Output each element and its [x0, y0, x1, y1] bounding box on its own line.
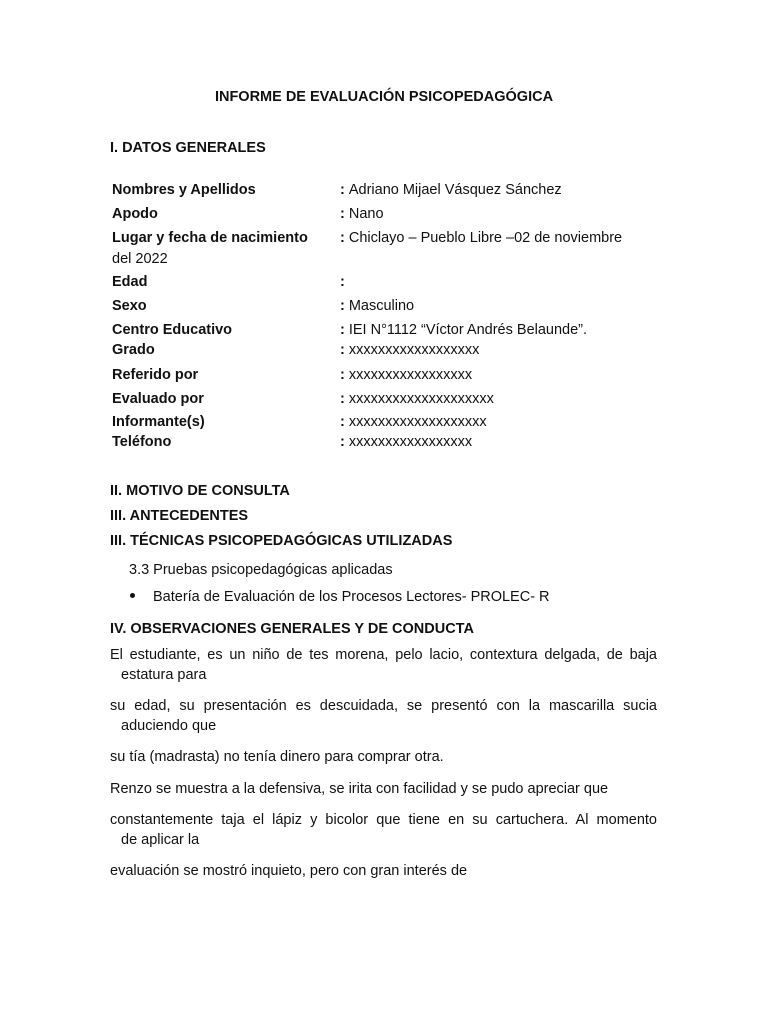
paragraph: su edad, su presentación es descuidada, se presentó con la mascarilla sucia aduciendo que [110, 698, 657, 734]
field-value: : Adriano Mijael Vásquez Sánchez [340, 182, 562, 198]
paragraph: evaluación se mostró inquieto, pero con gran interés de [110, 863, 468, 879]
subsection-title: 3.3 Pruebas psicopedagógicas aplicadas [129, 562, 393, 578]
field-label: Apodo [112, 206, 158, 222]
field-value: : xxxxxxxxxxxxxxxxxxxx [340, 391, 494, 407]
field-label: Lugar y fecha de nacimiento [112, 230, 308, 246]
section-heading-motivo: II. MOTIVO DE CONSULTA [110, 483, 290, 499]
section-heading-datos-generales: I. DATOS GENERALES [110, 140, 266, 156]
field-value: : Nano [340, 206, 384, 222]
field-value-continuation: del 2022 [112, 251, 168, 267]
field-value: : [340, 274, 345, 290]
field-label: Centro Educativo [112, 322, 233, 338]
field-value: : Masculino [340, 298, 415, 314]
field-label: Evaluado por [112, 391, 204, 407]
bullet-icon [130, 593, 135, 598]
field-label: Nombres y Apellidos [112, 182, 256, 198]
paragraph: constantemente taja el lápiz y bicolor que tiene en su cartuchera. Al momento de aplicar la [110, 812, 657, 848]
section-heading-antecedentes: III. ANTECEDENTES [110, 508, 249, 524]
field-value: : xxxxxxxxxxxxxxxxx [340, 434, 473, 450]
section-heading-observaciones: IV. OBSERVACIONES GENERALES Y DE CONDUCTA [110, 621, 474, 637]
paragraph: Renzo se muestra a la defensiva, se irita con facilidad y se pudo apreciar que [110, 781, 609, 797]
field-value: : xxxxxxxxxxxxxxxxx [340, 367, 473, 383]
list-item [130, 589, 550, 605]
section-heading-tecnicas: III. TÉCNICAS PSICOPEDAGÓGICAS UTILIZADAS [110, 533, 453, 549]
document-title: INFORME DE EVALUACIÓN PSICOPEDAGÓGICA [214, 89, 554, 105]
paragraph: su tía (madrasta) no tenía dinero para comprar otra. [110, 749, 444, 765]
field-label: Grado [112, 342, 155, 358]
field-label: Informante(s) [112, 414, 205, 430]
field-value: : Chiclayo – Pueblo Libre –02 de noviembre [340, 230, 623, 246]
field-label: Teléfono [112, 434, 172, 450]
field-value: : IEI N°1112 “Víctor Andrés Belaunde”. [340, 322, 588, 338]
field-label: Referido por [112, 367, 199, 383]
field-value: : xxxxxxxxxxxxxxxxxxx [340, 414, 487, 430]
list-item-text: Batería de Evaluación de los Procesos Lectores- PROLEC- R [153, 589, 550, 605]
field-label: Edad [112, 274, 148, 290]
field-label: Sexo [112, 298, 147, 314]
paragraph: El estudiante, es un niño de tes morena, pelo lacio, contextura delgada, de baja estatura para [110, 647, 657, 683]
field-value: : xxxxxxxxxxxxxxxxxx [340, 342, 480, 358]
